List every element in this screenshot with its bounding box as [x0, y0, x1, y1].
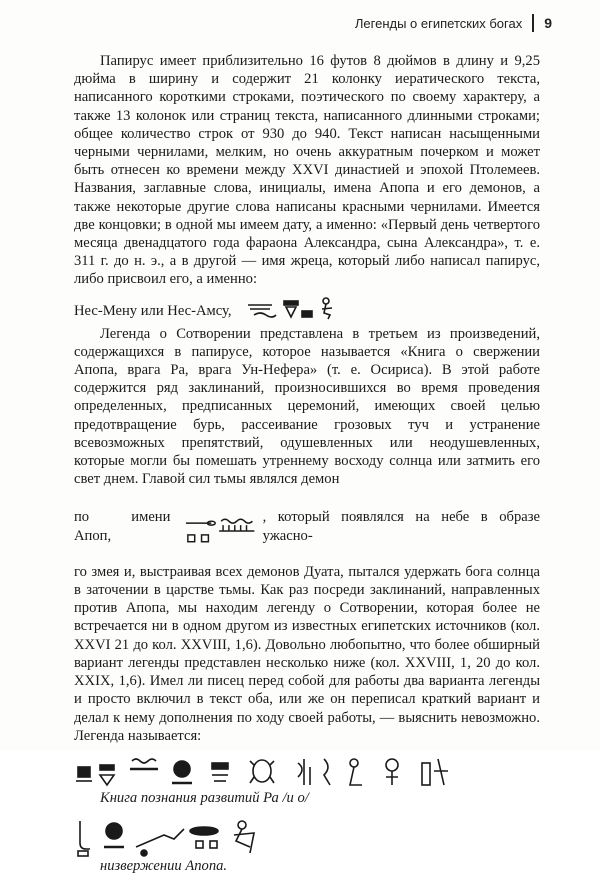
apop-name-text-continued: , который появлялся на небе в образе ужасно-: [262, 509, 540, 544]
paragraph-3: го змея и, выстраивая всех демонов Дуата, пытался удержать бога солнца в заточении в царстве тьмы. Как раз посреди заклинаний, направленных против Апопа, мы находим легенду о Сотворении, которая более не встречается ни в одном другом из известных египетских источников (кол. XXVI 21 до кол. XXVIII, 1,6). Довольно любопытно, что более обширный вариант легенды представлен несколько ниже (кол. XXVIII, 1, 20 до кол. XXIX, 1,6). Имел ли писец перед собой для работы два варианта легенды и просто включил в текст оба, или же он переписал краткий вариант и делал к нему дополнения по ходу своей работы, — выяснить невозможно. Легенда называется:: [74, 563, 540, 744]
book-title-hieroglyphs-line-1: [74, 755, 540, 789]
book-title-hieroglyphs-2-icon: [74, 817, 274, 857]
apop-name-hieroglyphs-icon: [182, 515, 262, 545]
paragraph-1: Папирус имеет приблизительно 16 футов 8 дюймов в длину и 9,25 дюйма в ширину и содержит 21 колонку иератического текста, написанного короткими строками, поэтического по своему характеру, а также 13 колонок или страниц текста, написанного длинными строками; общее количество строк от 930 до 940. Текст написан насыщенными черными чернилами, мелким, но очень аккуратным почерком и может быть отнесен ко времени между XXVI династией и эпохой Птолемеев. Названия, заглавные слова, инициалы, имена Апопа и его демонов, а также некоторые другие слова написаны красными чернилами. Имеется две концовки; в одной мы имеем дату, а именно: «Первый день четвертого месяца двенадцатого года фараона Александра, сына Александра», т. е. 311 г. до н. э., а в другой — имя жреца, который либо написал папирус, либо присвоил его, а именно:: [74, 53, 540, 288]
header-divider: [532, 14, 534, 32]
apop-name-text: по имени Апоп,: [74, 509, 171, 544]
book-title-hieroglyphs-line-2: [74, 817, 540, 857]
book-title-caption-2: низвержении Апопа.: [100, 858, 228, 875]
book-title-caption-1: Книга познания развитий Ра /и о/: [100, 789, 309, 806]
running-head: [355, 14, 552, 32]
body-text: [74, 52, 540, 875]
priest-name-line: [74, 295, 540, 321]
book-title-hieroglyphs-1-icon: [74, 755, 514, 789]
apop-name-line: [74, 508, 540, 544]
priest-name-text: Нес-Мену или Нес-Амсу,: [74, 303, 232, 320]
paragraph-2: Легенда о Сотворении представлена в третьем из произведений, содержащихся в папирусе, которое называется «Книга о свержении Апопа, врага Ра, врага Ун-Нефера» (т. е. Осириса). В этой работе содержится ряд заклинаний, произносившихся во время проведения определенных, предписанных церемоний, имеющих своей целью предотвращение бурь, рассеивание грозовых туч и устранение всевозможных препятствий, одушевленных или неодушевленных, которые могли бы помешать утреннему восходу солнца или затмить его свет днем. Главой сил тьмы являлся демон: [74, 325, 540, 488]
priest-name-hieroglyphs-icon: [244, 295, 340, 321]
page-number: 9: [544, 15, 552, 31]
running-title: Легенды о египетских богах: [354, 15, 523, 31]
